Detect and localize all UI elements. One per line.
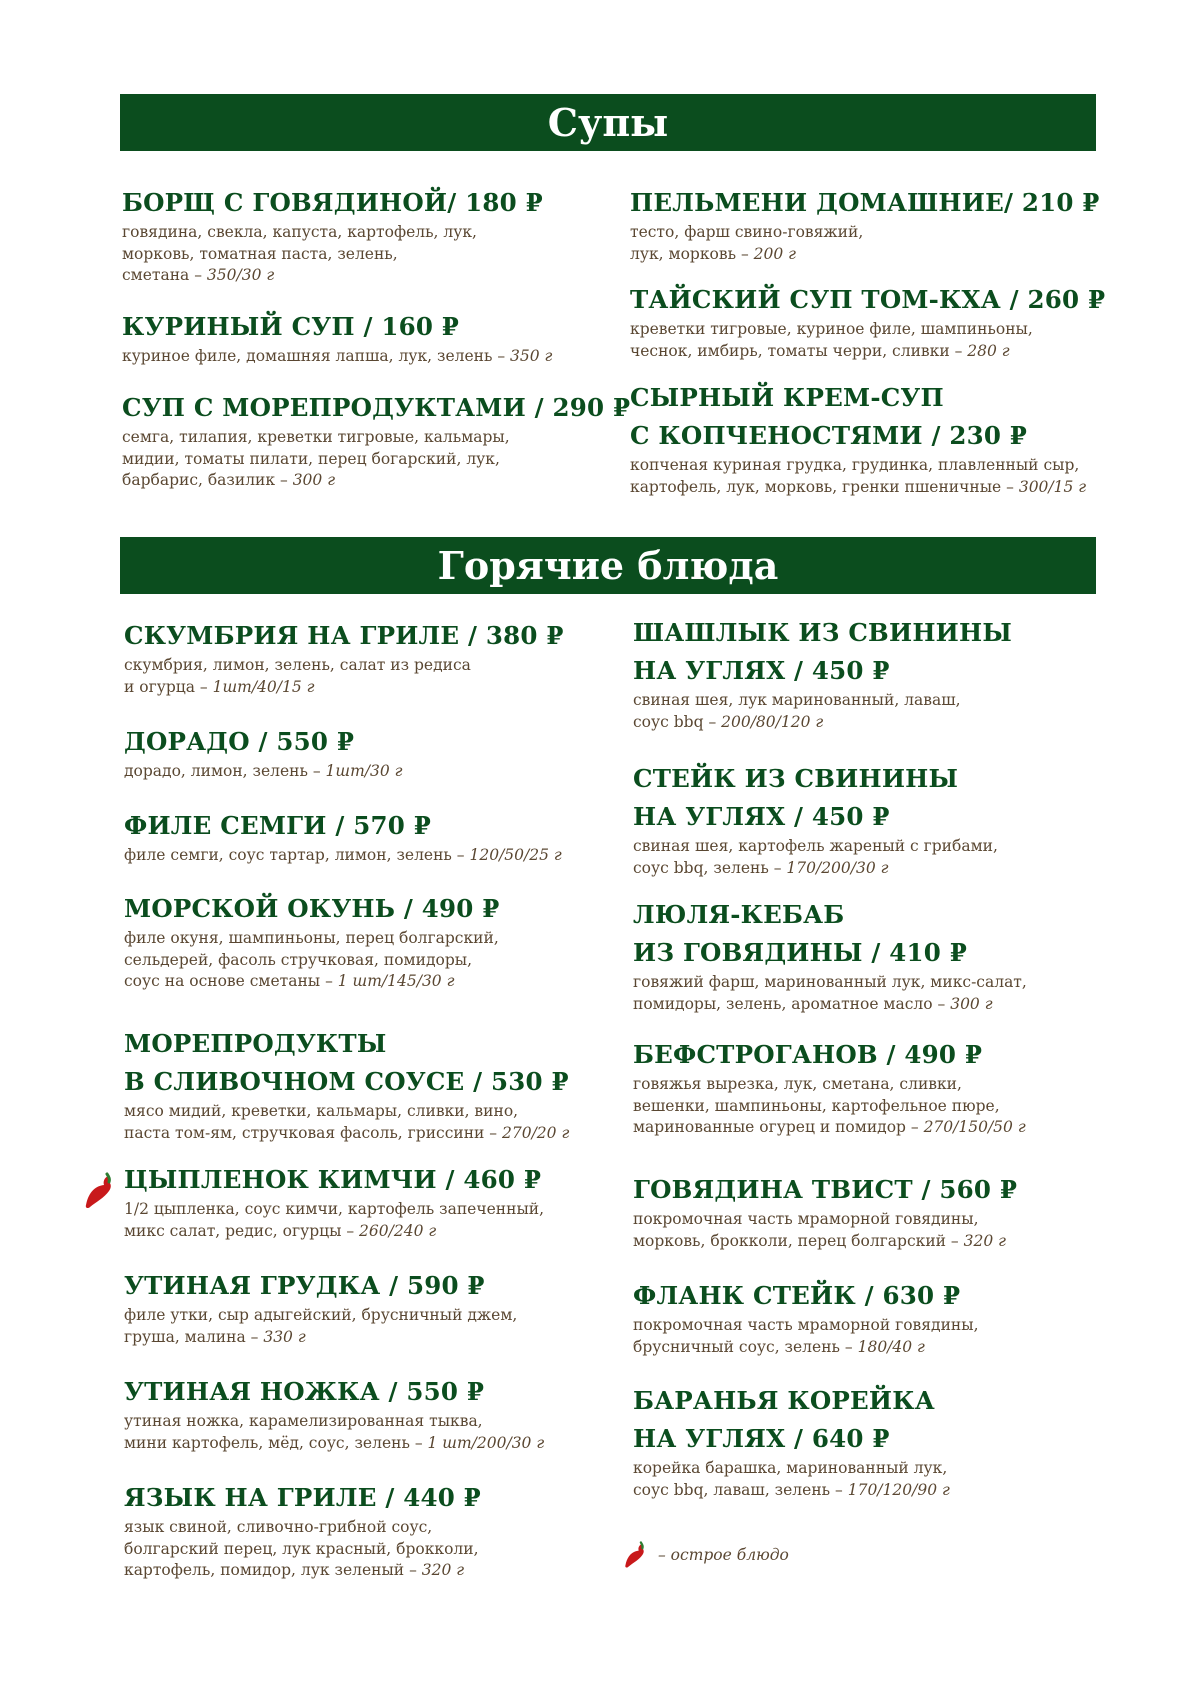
- section-title-soups: Супы: [120, 94, 1096, 151]
- description-text: дорадо, лимон, зелень: [124, 762, 308, 780]
- menu-item-weight: 350 г: [510, 347, 553, 365]
- menu-item-title: БЕФСТРОГАНОВ / 490 ₽: [633, 1040, 983, 1069]
- description-text: вешенки, шампиньоны, картофельное пюре,: [633, 1096, 1000, 1115]
- legend-chili-pepper-icon: [622, 1541, 648, 1569]
- menu-item: [633, 760, 998, 879]
- menu-item: [630, 184, 1100, 265]
- menu-item-description: соус bbq, зелень – 170/200/30 г: [633, 858, 889, 877]
- menu-item-description: [633, 1074, 1026, 1096]
- description-text: 1/2 цыпленка, соус кимчи, картофель запеченный,: [124, 1200, 545, 1218]
- menu-item-title: ДОРАДО / 550 ₽: [124, 727, 355, 756]
- menu-item-title: НА УГЛЯХ / 450 ₽: [633, 802, 890, 831]
- description-text: куриное филе, домашняя лапша, лук, зелень: [122, 347, 493, 365]
- menu-item-weight: 300/15 г: [1018, 477, 1087, 496]
- description-text: маринованные огурец и помидор: [633, 1118, 906, 1136]
- description-text: филе семги, соус тартар, лимон, зелень: [124, 846, 452, 864]
- menu-item-title: ЛЮЛЯ-КЕБАБ: [633, 900, 845, 929]
- menu-item-title: МОРСКОЙ ОКУНЬ / 490 ₽: [124, 894, 500, 923]
- menu-item: [633, 614, 1012, 733]
- menu-item-description: [124, 655, 564, 677]
- menu-item-description: микс салат, редис, огурцы – 260/240 г: [124, 1221, 437, 1240]
- menu-item: [633, 896, 1027, 1015]
- menu-item-title: ЦЫПЛЕНОК КИМЧИ / 460 ₽: [124, 1165, 542, 1194]
- menu-item-title: ИЗ ГОВЯДИНЫ / 410 ₽: [633, 938, 967, 967]
- description-text: язык свиной, сливочно-грибной соус,: [124, 1518, 433, 1536]
- menu-item: [124, 723, 403, 783]
- menu-item: [633, 1171, 1017, 1252]
- menu-item-weight: 120/50/25 г: [469, 846, 562, 864]
- menu-item-description: соус на основе сметаны – 1 шт/145/30 г: [124, 972, 455, 990]
- menu-item-weight: 200/80/120 г: [721, 712, 824, 731]
- description-text: креветки тигровые, куриное филе, шампиньоны,: [630, 320, 1033, 338]
- menu-item-title: В СЛИВОЧНОМ СОУСЕ / 530 ₽: [124, 1067, 569, 1096]
- menu-item-title: МОРЕПРОДУКТЫ: [124, 1029, 387, 1058]
- menu-item-weight: 300 г: [292, 471, 336, 489]
- menu-item-weight: 330 г: [263, 1327, 306, 1346]
- description-text: брусничный соус, зелень: [633, 1337, 840, 1356]
- menu-item-description: [122, 427, 630, 449]
- description-text: скумбрия, лимон, зелень, салат из редиса: [124, 656, 471, 674]
- menu-item-description: [633, 1315, 979, 1337]
- description-text: морковь, томатная паста, зелень,: [122, 244, 398, 263]
- menu-item-title: УТИНАЯ ГРУДКА / 590 ₽: [124, 1271, 485, 1300]
- menu-item-description: картофель, лук, морковь, гренки пшеничные – 300/15 г: [630, 477, 1087, 496]
- description-text: свиная шея, лук маринованный, лаваш,: [633, 691, 961, 709]
- menu-item-description: [124, 1517, 481, 1539]
- menu-item-description: дорадо, лимон, зелень – 1шт/30 г: [124, 762, 403, 780]
- description-text: покромочная часть мраморной говядины,: [633, 1210, 979, 1228]
- menu-item-title: КУРИНЫЙ СУП / 160 ₽: [122, 312, 460, 341]
- description-text: груша, малина: [124, 1327, 246, 1346]
- description-text: утиная ножка, карамелизированная тыква,: [124, 1412, 483, 1430]
- description-text: сельдерей, фасоль стручковая, помидоры,: [124, 950, 473, 969]
- chili-pepper-icon: [82, 1172, 116, 1210]
- menu-item-description: [633, 1096, 1026, 1118]
- menu-item-description: брусничный соус, зелень – 180/40 г: [633, 1337, 925, 1356]
- menu-item: [630, 281, 1105, 362]
- description-text: помидоры, зелень, ароматное масло: [633, 994, 933, 1013]
- description-text: чеснок, имбирь, томаты черри, сливки: [630, 341, 950, 360]
- menu-item-description: картофель, помидор, лук зеленый – 320 г: [124, 1561, 465, 1579]
- menu-item-description: [124, 1539, 481, 1561]
- menu-item-description: [124, 928, 500, 950]
- description-text: мясо мидий, креветки, кальмары, сливки, вино,: [124, 1102, 519, 1120]
- menu-item-description: [633, 1209, 1017, 1231]
- description-text: соус bbq, лаваш, зелень: [633, 1480, 831, 1499]
- menu-item-weight: 1 шт/145/30 г: [337, 972, 455, 990]
- description-text: мини картофель, мёд, соус, зелень: [124, 1433, 410, 1452]
- legend-text: – острое блюдо: [658, 1546, 789, 1564]
- menu-item-title: ШАШЛЫК ИЗ СВИНИНЫ: [633, 618, 1012, 647]
- description-text: свиная шея, картофель жареный с грибами,: [633, 837, 998, 855]
- section-title-hot-dishes: Горячие блюда: [120, 537, 1096, 594]
- menu-item-weight: 270/20 г: [501, 1123, 570, 1142]
- menu-item-description: соус bbq – 200/80/120 г: [633, 712, 824, 731]
- description-text: лук, морковь: [630, 244, 737, 263]
- description-text: филе окуня, шампиньоны, перец болгарский,: [124, 929, 499, 947]
- menu-item-description: филе семги, соус тартар, лимон, зелень – 120/50/25 г: [124, 846, 562, 864]
- menu-item-description: соус bbq, лаваш, зелень – 170/120/90 г: [633, 1480, 950, 1499]
- description-text: картофель, лук, морковь, гренки пшеничные: [630, 477, 1002, 496]
- menu-item-description: помидоры, зелень, ароматное масло – 300 г: [633, 994, 993, 1013]
- menu-item-description: мини картофель, мёд, соус, зелень – 1 шт/200/30 г: [124, 1433, 545, 1452]
- menu-item-description: морковь, брокколи, перец болгарский – 320 г: [633, 1231, 1006, 1250]
- menu-item: [630, 379, 1086, 498]
- menu-item-description: чеснок, имбирь, томаты черри, сливки – 280 г: [630, 341, 1010, 360]
- menu-item-title: ПЕЛЬМЕНИ ДОМАШНИЕ/ 210 ₽: [630, 188, 1100, 217]
- menu-item-description: груша, малина – 330 г: [124, 1327, 306, 1346]
- menu-item-description: лук, морковь – 200 г: [630, 244, 796, 263]
- menu-item-description: [633, 972, 1027, 994]
- menu-item-description: [124, 1411, 544, 1433]
- menu-item: [633, 1277, 979, 1358]
- menu-item-description: [122, 222, 543, 244]
- menu-item-description: паста том-ям, стручковая фасоль, гриссини – 270/20 г: [124, 1123, 570, 1142]
- menu-item-title: ФЛАНК СТЕЙК / 630 ₽: [633, 1281, 961, 1310]
- description-text: барбарис, базилик: [122, 471, 276, 489]
- menu-item-description: [124, 1305, 517, 1327]
- menu-item-description: [122, 449, 630, 471]
- description-text: соус bbq, зелень: [633, 858, 769, 877]
- description-text: мидии, томаты пилати, перец богарский, лук,: [122, 449, 500, 468]
- menu-item-title: ГОВЯДИНА ТВИСТ / 560 ₽: [633, 1175, 1018, 1204]
- menu-item-weight: 1 шт/200/30 г: [427, 1433, 545, 1452]
- menu-item-description: и огурца – 1шт/40/15 г: [124, 677, 315, 696]
- menu-item: [124, 1025, 569, 1144]
- menu-item: [124, 890, 500, 993]
- menu-item-description: сметана – 350/30 г: [122, 266, 275, 284]
- description-text: картофель, помидор, лук зеленый: [124, 1561, 405, 1579]
- menu-item-description: [630, 222, 1100, 244]
- menu-item-title: УТИНАЯ НОЖКА / 550 ₽: [124, 1377, 485, 1406]
- menu-item-title: СЫРНЫЙ КРЕМ-СУП: [630, 383, 944, 412]
- description-text: соус на основе сметаны: [124, 972, 321, 990]
- menu-item-title: ТАЙСКИЙ СУП ТОМ-КХА / 260 ₽: [630, 285, 1106, 314]
- menu-item-weight: 180/40 г: [857, 1337, 925, 1356]
- description-text: сметана: [122, 266, 190, 284]
- menu-item-description: маринованные огурец и помидор – 270/150/50 г: [633, 1118, 1026, 1136]
- menu-item-title: НА УГЛЯХ / 450 ₽: [633, 656, 890, 685]
- menu-item-description: [122, 244, 543, 266]
- description-text: филе утки, сыр адыгейский, брусничный джем,: [124, 1306, 518, 1324]
- menu-item-description: [633, 1458, 950, 1480]
- menu-item: [124, 1373, 544, 1454]
- menu-item: [124, 1267, 517, 1348]
- menu-item-description: барбарис, базилик – 300 г: [122, 471, 336, 489]
- description-text: копченая куриная грудка, грудинка, плавленный сыр,: [630, 456, 1080, 474]
- menu-item-title: ФИЛЕ СЕМГИ / 570 ₽: [124, 811, 431, 840]
- menu-item-title: ЯЗЫК НА ГРИЛЕ / 440 ₽: [124, 1483, 481, 1512]
- menu-item-weight: 350/30 г: [206, 266, 275, 284]
- menu-item-description: [633, 690, 1012, 712]
- menu-item-weight: 170/120/90 г: [847, 1480, 950, 1499]
- menu-item-title: СКУМБРИЯ НА ГРИЛЕ / 380 ₽: [124, 621, 564, 650]
- menu-item-weight: 1шт/30 г: [325, 762, 403, 780]
- menu-item-weight: 200 г: [753, 244, 796, 263]
- menu-item-description: [124, 1101, 569, 1123]
- menu-item: [122, 308, 552, 368]
- description-text: соус bbq: [633, 712, 704, 731]
- menu-item-weight: 170/200/30 г: [786, 858, 889, 877]
- description-text: говяжья вырезка, лук, сметана, сливки,: [633, 1075, 962, 1093]
- description-text: болгарский перец, лук красный, брокколи,: [124, 1539, 479, 1558]
- menu-item-weight: 280 г: [967, 341, 1010, 360]
- menu-item: [124, 1161, 544, 1242]
- menu-item-title: БАРАНЬЯ КОРЕЙКА: [633, 1386, 935, 1415]
- menu-item-weight: 270/150/50 г: [923, 1118, 1026, 1136]
- menu-item-description: [124, 1199, 544, 1221]
- menu-item-title: СУП С МОРЕПРОДУКТАМИ / 290 ₽: [122, 393, 631, 422]
- menu-item: [633, 1036, 1026, 1139]
- menu-item-title: СТЕЙК ИЗ СВИНИНЫ: [633, 764, 959, 793]
- menu-item-title: С КОПЧЕНОСТЯМИ / 230 ₽: [630, 421, 1028, 450]
- menu-item-description: [630, 319, 1105, 341]
- menu-item-weight: 1шт/40/15 г: [212, 677, 315, 696]
- menu-item: [122, 389, 630, 492]
- description-text: тесто, фарш свино-говяжий,: [630, 223, 864, 241]
- menu-item-description: [124, 950, 500, 972]
- menu-item-weight: 320 г: [421, 1561, 465, 1579]
- description-text: и огурца: [124, 677, 195, 696]
- menu-item: [122, 184, 543, 287]
- description-text: корейка барашка, маринованный лук,: [633, 1459, 948, 1477]
- menu-item-title: БОРЩ С ГОВЯДИНОЙ/ 180 ₽: [122, 188, 543, 217]
- menu-item-weight: 260/240 г: [359, 1221, 437, 1240]
- menu-item-weight: 300 г: [950, 994, 993, 1013]
- description-text: паста том-ям, стручковая фасоль, гриссини: [124, 1123, 485, 1142]
- description-text: говяжий фарш, маринованный лук, микс-салат,: [633, 973, 1027, 991]
- description-text: микс салат, редис, огурцы: [124, 1221, 342, 1240]
- description-text: семга, тилапия, креветки тигровые, кальмары,: [122, 428, 510, 446]
- menu-item: [124, 1479, 481, 1582]
- menu-item-description: [630, 455, 1086, 477]
- menu-item: [124, 617, 564, 698]
- menu-item-description: [633, 836, 998, 858]
- description-text: покромочная часть мраморной говядины,: [633, 1316, 979, 1334]
- menu-item-description: куриное филе, домашняя лапша, лук, зелень – 350 г: [122, 347, 553, 365]
- menu-item: [124, 807, 562, 867]
- description-text: говядина, свекла, капуста, картофель, лук,: [122, 223, 477, 241]
- description-text: морковь, брокколи, перец болгарский: [633, 1231, 951, 1250]
- menu-item-weight: 320 г: [963, 1231, 1006, 1250]
- menu-item: [633, 1382, 950, 1501]
- menu-item-title: НА УГЛЯХ / 640 ₽: [633, 1424, 890, 1453]
